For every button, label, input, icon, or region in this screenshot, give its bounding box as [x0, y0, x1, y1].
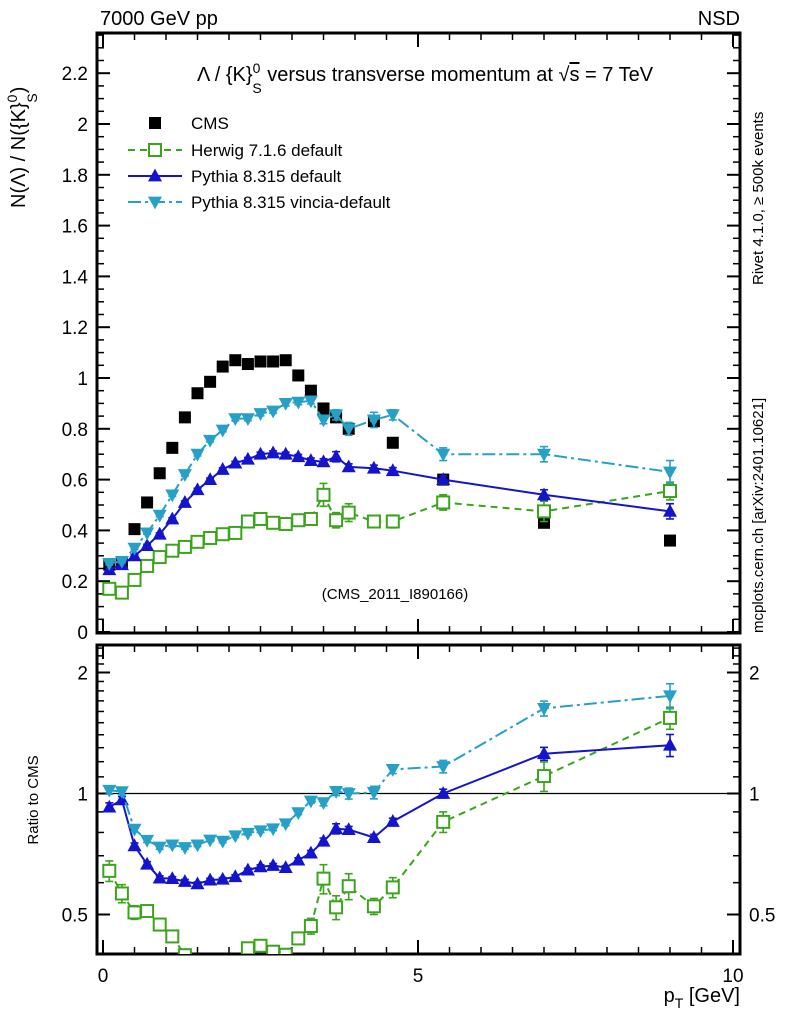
- data-marker: [166, 930, 178, 942]
- data-marker: [102, 800, 116, 813]
- mcplots-arxiv-note: mcplots.cern.ch [arXiv:2401.10621]: [750, 397, 767, 633]
- data-marker: [166, 442, 178, 454]
- legend-item-2: [128, 167, 342, 186]
- data-marker: [267, 946, 279, 958]
- data-marker: [216, 462, 230, 475]
- data-marker: [255, 940, 267, 952]
- data-marker: [141, 496, 153, 508]
- data-marker: [128, 543, 142, 556]
- data-marker: [538, 770, 550, 782]
- data-marker: [217, 528, 229, 540]
- main-y-tick-label: 0.2: [61, 572, 88, 594]
- data-marker: [191, 839, 205, 852]
- legend-item-1: [128, 141, 342, 160]
- x-tick-label: 0: [97, 966, 109, 987]
- data-marker: [663, 467, 677, 480]
- data-marker: [292, 369, 304, 381]
- legend-label: Pythia 8.315 vincia-default: [191, 193, 391, 212]
- axis-tick-labels: [62, 64, 776, 987]
- main-y-tick-label: 2.2: [61, 64, 88, 86]
- data-marker: [305, 513, 317, 525]
- data-marker: [129, 523, 141, 535]
- series-cms: [103, 354, 676, 570]
- data-marker: [267, 517, 279, 529]
- text-part: S: [252, 80, 262, 96]
- data-marker: [266, 858, 280, 871]
- data-marker: [154, 919, 166, 931]
- text-part: = 7 TeV: [579, 64, 654, 86]
- data-marker: [437, 816, 449, 828]
- ratio-y-tick-label-right: 0.5: [749, 905, 776, 927]
- data-marker: [329, 821, 343, 834]
- main-y-axis-label: [4, 87, 40, 208]
- data-marker: [204, 958, 216, 970]
- text-part: p: [663, 985, 675, 1007]
- data-marker: [291, 853, 305, 866]
- text-part: [GeV]: [683, 985, 740, 1007]
- data-marker: [129, 574, 141, 586]
- data-marker: [192, 536, 204, 548]
- data-marker: [216, 836, 230, 849]
- data-marker: [330, 901, 342, 913]
- data-marker: [254, 825, 268, 838]
- data-marker: [437, 496, 449, 508]
- data-marker: [305, 385, 317, 397]
- series-vincia: [102, 684, 677, 855]
- data-marker: [165, 489, 179, 502]
- data-marker: [192, 387, 204, 399]
- main-panel-series: [102, 354, 677, 598]
- data-marker: [242, 942, 254, 954]
- series-pythia: [102, 446, 677, 576]
- main-y-tick-label: 1.2: [61, 318, 88, 340]
- legend: [128, 114, 391, 212]
- data-marker: [292, 932, 304, 944]
- data-marker: [292, 514, 304, 526]
- text-part: versus transverse momentum at: [261, 64, 559, 86]
- data-marker: [228, 830, 242, 843]
- data-marker: [386, 814, 400, 827]
- header-beam-label: 7000 GeV pp: [100, 8, 218, 30]
- text-part: N(Λ) / N({K}: [8, 102, 30, 208]
- data-marker: [115, 786, 129, 799]
- data-marker: [279, 398, 293, 411]
- data-marker: [228, 869, 242, 882]
- data-marker: [154, 467, 166, 479]
- data-marker: [217, 361, 229, 373]
- text-part: T: [674, 995, 684, 1011]
- ratio-panel-frame: [97, 645, 740, 954]
- data-marker: [229, 354, 241, 366]
- main-y-tick-label: 2: [77, 115, 88, 136]
- data-marker: [387, 516, 399, 528]
- main-y-tick-label: 1: [77, 369, 88, 390]
- data-marker: [179, 541, 191, 553]
- main-y-tick-label: 0.8: [61, 419, 88, 441]
- ratio-y-tick-label-left: 1: [77, 784, 88, 806]
- data-marker: [387, 881, 399, 893]
- x-axis-label: [664, 985, 740, 1011]
- data-marker: [318, 873, 330, 885]
- data-marker: [228, 413, 242, 426]
- data-marker: [664, 535, 676, 547]
- data-marker: [664, 485, 676, 497]
- data-marker: [663, 738, 677, 751]
- data-marker: [537, 703, 551, 716]
- data-marker: [267, 355, 279, 367]
- data-marker: [191, 482, 205, 495]
- main-y-tick-label: 0.6: [61, 470, 88, 492]
- ratio-panel-series: [102, 684, 677, 976]
- data-marker: [343, 880, 355, 892]
- text-part: 0: [252, 60, 261, 76]
- data-marker: [387, 437, 399, 449]
- x-tick-label: 10: [722, 966, 744, 987]
- data-marker: [317, 797, 331, 810]
- data-marker: [216, 425, 230, 438]
- data-marker: [178, 842, 192, 855]
- data-marker: [149, 117, 161, 129]
- text-part: S: [24, 93, 40, 103]
- plot-title: [197, 60, 654, 96]
- main-y-tick-label: 1.4: [61, 267, 88, 289]
- text-part: Λ / {K}: [196, 64, 253, 86]
- data-marker: [116, 587, 128, 599]
- main-y-tick-label: 0.4: [61, 521, 88, 543]
- ratio-y-tick-label-right: 2: [749, 663, 760, 685]
- rivet-version-note: Rivet 4.1.0, ≥ 500k events: [750, 111, 767, 285]
- data-marker: [153, 842, 167, 855]
- legend-item-3: [128, 193, 391, 212]
- analysis-id-watermark: (CMS_2011_I890166): [321, 586, 469, 603]
- data-marker: [255, 355, 267, 367]
- data-marker: [330, 514, 342, 526]
- data-marker: [266, 446, 280, 459]
- data-marker: [280, 518, 292, 530]
- data-marker: [204, 376, 216, 388]
- data-marker: [266, 406, 280, 419]
- main-y-tick-label: 1.6: [61, 216, 88, 238]
- legend-label: Pythia 8.315 default: [191, 167, 342, 186]
- data-marker: [368, 516, 380, 528]
- data-marker: [166, 545, 178, 557]
- ratio-y-axis-label: Ratio to CMS: [25, 755, 42, 845]
- ratio-y-tick-label-left: 2: [77, 663, 88, 685]
- data-marker: [242, 516, 254, 528]
- legend-label: CMS: [191, 114, 229, 133]
- data-marker: [279, 818, 293, 831]
- data-marker: [343, 507, 355, 519]
- series-herwig: [103, 482, 676, 598]
- series-pythia: [102, 734, 677, 889]
- text-part: s: [569, 64, 580, 86]
- data-marker: [229, 964, 241, 976]
- data-marker: [538, 505, 550, 517]
- data-marker: [342, 460, 356, 473]
- data-marker: [141, 905, 153, 917]
- data-marker: [141, 560, 153, 572]
- data-marker: [103, 583, 115, 595]
- data-marker: [140, 835, 154, 848]
- main-y-tick-label: 0: [77, 623, 88, 644]
- ratio-y-tick-label-right: 1: [749, 784, 760, 806]
- data-marker: [664, 712, 676, 724]
- data-marker: [129, 906, 141, 918]
- data-marker: [255, 513, 267, 525]
- data-marker: [178, 469, 192, 482]
- data-marker: [192, 957, 204, 969]
- data-marker: [229, 527, 241, 539]
- data-marker: [179, 411, 191, 423]
- data-marker: [103, 865, 115, 877]
- data-marker: [217, 962, 229, 974]
- legend-item-0: [149, 114, 229, 133]
- data-marker: [204, 532, 216, 544]
- data-marker: [242, 358, 254, 370]
- series-herwig: [103, 707, 676, 976]
- text-part: ): [8, 86, 30, 94]
- data-marker: [241, 413, 255, 426]
- data-marker: [154, 551, 166, 563]
- data-marker: [436, 449, 450, 462]
- x-tick-label: 5: [412, 966, 424, 987]
- data-marker: [149, 144, 161, 156]
- data-marker: [191, 449, 205, 462]
- header-event-class-label: NSD: [697, 8, 740, 30]
- data-marker: [116, 887, 128, 899]
- main-y-tick-label: 1.8: [61, 165, 88, 187]
- ratio-y-tick-label-left: 0.5: [61, 905, 88, 927]
- data-marker: [305, 920, 317, 932]
- data-marker: [342, 788, 356, 801]
- data-marker: [317, 415, 331, 428]
- data-marker: [318, 489, 330, 501]
- data-marker: [280, 354, 292, 366]
- text-part: √: [558, 64, 570, 86]
- legend-label: Herwig 7.1.6 default: [191, 141, 343, 160]
- data-marker: [128, 838, 142, 851]
- data-marker: [368, 900, 380, 912]
- data-marker: [203, 472, 217, 485]
- text-part: 0: [4, 94, 20, 103]
- data-marker: [329, 449, 343, 462]
